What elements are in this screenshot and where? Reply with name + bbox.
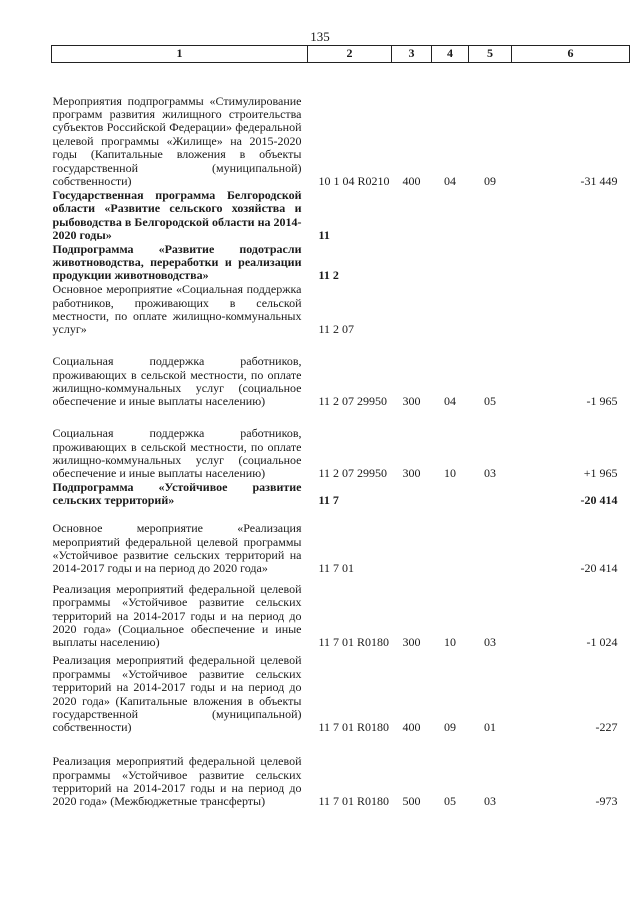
row-subsection: 09 bbox=[484, 174, 496, 189]
row-expense-type: 300 bbox=[402, 635, 421, 650]
table-row bbox=[52, 63, 630, 189]
row-expense-type bbox=[392, 189, 432, 243]
table-row bbox=[52, 735, 630, 809]
row-subsection: 03 bbox=[484, 635, 496, 650]
row-subsection bbox=[469, 481, 512, 508]
row-subsection: 01 bbox=[484, 720, 496, 735]
row-name: Мероприятия подпрограммы «Стимулирование программ развития жилищного строительства субъектов Российской Федерации» федеральной целевой программы «Жилище» на 2015-2020 годы (Капитальные вложения в объекты государственной (муниципальной) собственности) bbox=[52, 93, 302, 189]
row-section: 05 bbox=[444, 794, 456, 809]
row-name: Реализация мероприятий федеральной целевой программы «Устойчивое развитие сельских территорий на 2014-2017 годы и на период до 2020 года» (Капитальные вложения в объекты государственной (муниципальной) собственности) bbox=[52, 653, 302, 735]
row-amount: -31 449 bbox=[580, 174, 618, 189]
column-header: 3 bbox=[392, 46, 432, 63]
row-amount: -227 bbox=[595, 720, 618, 735]
table-row bbox=[52, 650, 630, 735]
row-amount bbox=[512, 283, 630, 337]
row-expense-type: 500 bbox=[402, 794, 421, 809]
column-header: 4 bbox=[432, 46, 469, 63]
column-header: 2 bbox=[308, 46, 392, 63]
row-subsection bbox=[469, 243, 512, 283]
row-section bbox=[432, 481, 469, 508]
row-expense-type: 400 bbox=[402, 174, 421, 189]
table-row bbox=[52, 337, 630, 409]
row-name: Основное мероприятие «Социальная поддержка работников, проживающих в сельской местности, по оплате жилищно-коммунальных услуг» bbox=[52, 282, 302, 337]
row-expense-type bbox=[392, 283, 432, 337]
row-subsection: 03 bbox=[484, 466, 496, 481]
row-name: Основное мероприятие «Реализация мероприятий федеральной целевой программы «Устойчивое развитие сельских территорий на 2014-2017 годы и на период до 2020 года» bbox=[52, 521, 302, 576]
row-amount bbox=[512, 243, 630, 283]
table-body bbox=[52, 63, 630, 809]
row-section bbox=[432, 508, 469, 576]
table-row bbox=[52, 576, 630, 650]
row-section: 10 bbox=[444, 635, 456, 650]
table-row bbox=[52, 189, 630, 243]
row-expense-type: 300 bbox=[402, 466, 421, 481]
row-section bbox=[432, 189, 469, 243]
row-expense-type bbox=[392, 243, 432, 283]
row-name: Подпрограмма «Устойчивое развитие сельских территорий» bbox=[52, 479, 302, 508]
row-subsection: 03 bbox=[484, 794, 496, 809]
table-row bbox=[52, 409, 630, 481]
table-row bbox=[52, 243, 630, 283]
row-expense-type bbox=[392, 481, 432, 508]
row-code: 11 7 01 R0180 bbox=[318, 635, 390, 650]
row-code: 11 2 07 29950 bbox=[318, 466, 388, 481]
row-amount: +1 965 bbox=[583, 466, 618, 481]
row-name: Социальная поддержка работников, проживающих в сельской местности, по оплате жилищно-коммунальных услуг (социальное обеспечение и иные выплаты населению) bbox=[52, 354, 302, 409]
column-header: 5 bbox=[469, 46, 512, 63]
row-name: Реализация мероприятий федеральной целевой программы «Устойчивое развитие сельских территорий на 2014-2017 годы и на период до 2020 года» (Социальное обеспечение и иные выплаты населению) bbox=[52, 581, 302, 650]
row-amount: -20 414 bbox=[580, 493, 618, 508]
table-row bbox=[52, 283, 630, 337]
row-code: 11 7 01 R0180 bbox=[318, 794, 390, 809]
row-section: 04 bbox=[444, 174, 456, 189]
row-amount: -1 965 bbox=[586, 394, 618, 409]
row-section: 10 bbox=[444, 466, 456, 481]
table-row bbox=[52, 481, 630, 508]
row-code: 11 bbox=[318, 228, 330, 243]
row-name: Подпрограмма «Развитие подотрасли животноводства, переработки и реализации продукции животноводства» bbox=[52, 241, 302, 283]
row-section: 04 bbox=[444, 394, 456, 409]
row-section bbox=[432, 243, 469, 283]
row-code: 10 1 04 R0210 bbox=[318, 174, 390, 189]
row-subsection bbox=[469, 283, 512, 337]
row-section: 09 bbox=[444, 720, 456, 735]
row-amount: -20 414 bbox=[580, 561, 618, 576]
row-name: Реализация мероприятий федеральной целевой программы «Устойчивое развитие сельских территорий на 2014-2017 годы и на период до 2020 года» (Межбюджетные трансферты) bbox=[52, 754, 302, 809]
page-number: 135 bbox=[310, 29, 330, 44]
table-header-row bbox=[52, 46, 630, 63]
row-subsection: 05 bbox=[484, 394, 496, 409]
row-section bbox=[432, 283, 469, 337]
row-amount: -973 bbox=[595, 794, 618, 809]
row-expense-type: 400 bbox=[402, 720, 421, 735]
table-row bbox=[52, 508, 630, 576]
column-header: 6 bbox=[512, 46, 630, 63]
budget-table bbox=[51, 45, 630, 809]
row-expense-type bbox=[392, 508, 432, 576]
row-code: 11 2 07 29950 bbox=[318, 394, 388, 409]
column-header: 1 bbox=[52, 46, 308, 63]
row-amount bbox=[512, 189, 630, 243]
row-name: Социальная поддержка работников, проживающих в сельской местности, по оплате жилищно-коммунальных услуг (социальное обеспечение и иные выплаты населению) bbox=[52, 426, 302, 481]
row-expense-type: 300 bbox=[402, 394, 421, 409]
row-subsection bbox=[469, 189, 512, 243]
row-code: 11 7 01 R0180 bbox=[318, 720, 390, 735]
row-amount: -1 024 bbox=[586, 635, 618, 650]
row-code: 11 7 bbox=[318, 493, 339, 508]
row-subsection bbox=[469, 508, 512, 576]
row-code: 11 2 bbox=[318, 268, 339, 283]
row-code: 11 7 01 bbox=[318, 561, 355, 576]
row-name: Государственная программа Белгородской области «Развитие сельского хозяйства и рыбоводства в Белгородской области на 2014-2020 годы» bbox=[52, 187, 302, 243]
row-code: 11 2 07 bbox=[318, 322, 355, 337]
